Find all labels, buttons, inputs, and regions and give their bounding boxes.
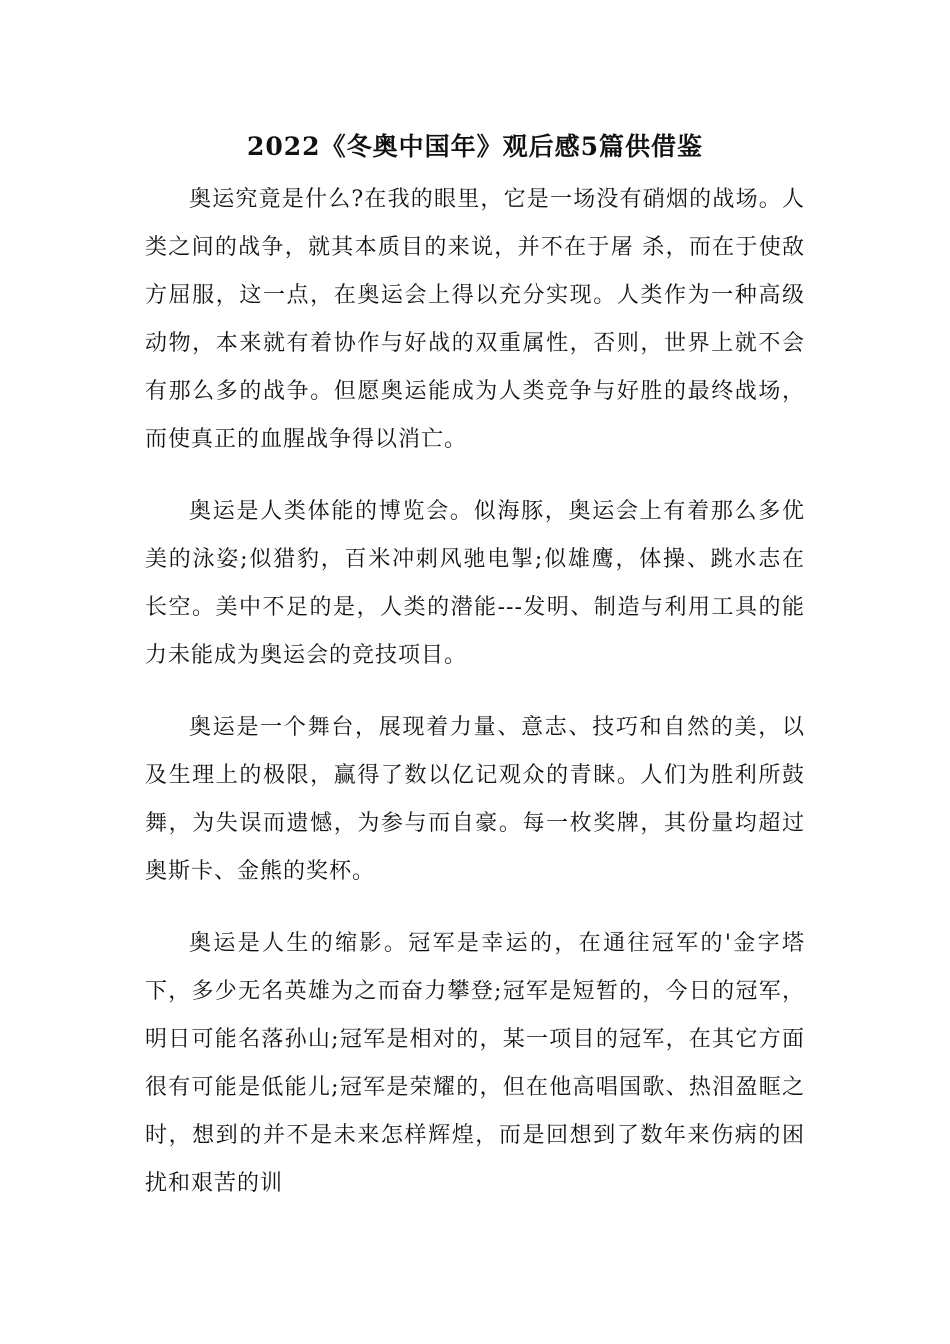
paragraph-3: 奥运是一个舞台，展现着力量、意志、技巧和自然的美，以及生理上的极限，赢得了数以亿记观众的青睐。人们为胜利所鼓舞，为失误而遗憾，为参与而自豪。每一枚奖牌，其份量均超过奥斯卡、金熊的奖杯。 (145, 715, 805, 884)
paragraph-2: 奥运是人类体能的博览会。似海豚，奥运会上有着那么多优美的泳姿;似猎豹，百米冲刺风驰电掣;似雄鹰，体操、跳水志在长空。美中不足的是，人类的潜能---发明、制造与利用工具的能力未能成为奥运会的竞技项目。 (145, 499, 805, 668)
paragraph-4: 奥运是人生的缩影。冠军是幸运的，在通往冠军的'金字塔下，多少无名英雄为之而奋力攀登;冠军是短暂的，今日的冠军，明日可能名落孙山;冠军是相对的，某一项目的冠军，在其它方面很有可能是低能儿;冠军是荣耀的，但在他高唱国歌、热泪盈眶之时，想到的并不是未来怎样辉煌，而是回想到了数年来伤病的困扰和艰苦的训 (145, 931, 805, 1196)
paragraph-1: 奥运究竟是什么?在我的眼里，它是一场没有硝烟的战场。人类之间的战争，就其本质目的来说，并不在于屠 杀，而在于使敌方屈服，这一点，在奥运会上得以充分实现。人类作为一种高级动物，本来就有着协作与好战的双重属性，否则，世界上就不会有那么多的战争。但愿奥运能成为人类竞争与好胜的最终战场，而使真正的血腥战争得以消亡。 (145, 187, 805, 452)
document-title: 2022《冬奥中国年》观后感5篇供借鉴 (247, 132, 703, 161)
document-body (145, 176, 805, 1208)
